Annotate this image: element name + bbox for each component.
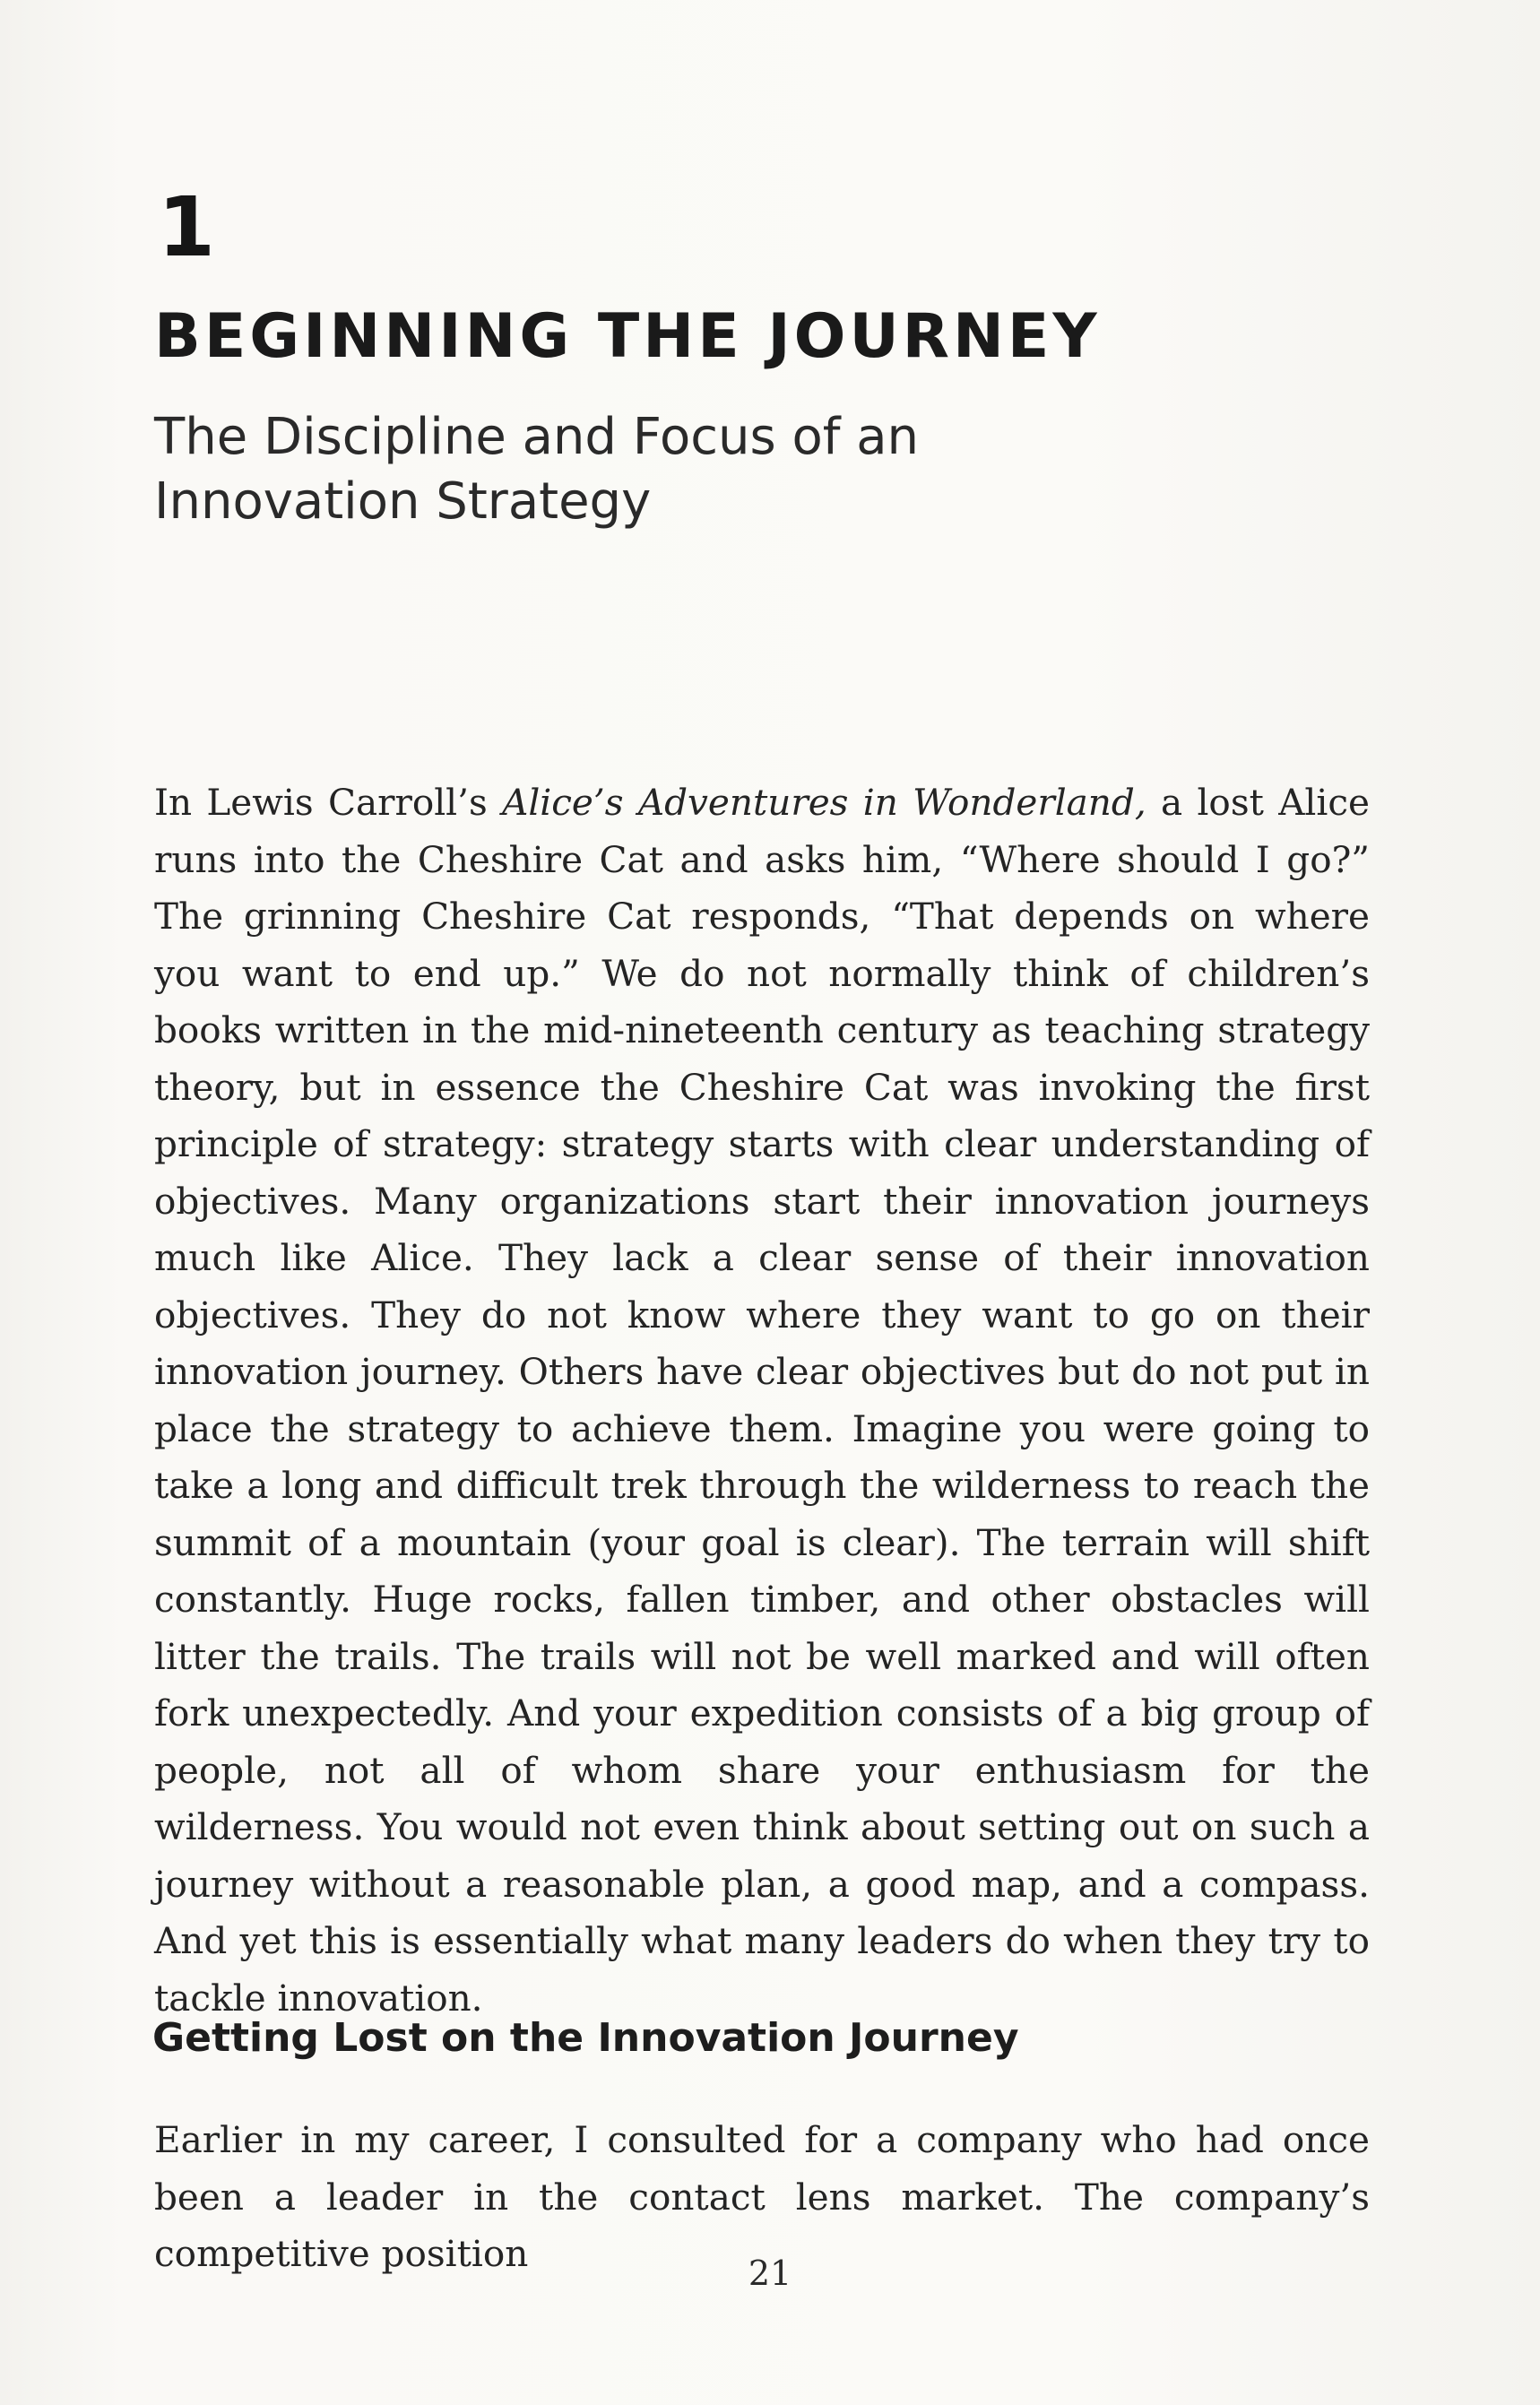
chapter-number: 1: [158, 179, 216, 275]
chapter-title: BEGINNING THE JOURNEY: [154, 301, 1101, 372]
chapter-subtitle: The Discipline and Focus of an Innovation Strategy: [154, 408, 920, 531]
body-paragraph: Earlier in my career, I consulted for a company who had once been a leader in the contact lens market. The company’s competitive position: [154, 2118, 1370, 2275]
page-number: 21: [748, 2254, 792, 2293]
paragraph-text: a lost Alice runs into the Cheshire Cat and asks him, “Where should I go?” The grinning Cheshire Cat responds, “That depends on where you want to end up.” We do not normally think of children’s books written in the mid-nineteenth century as teaching strategy theory, but in essence the Cheshire Cat was invoking the first principle of strategy: strategy starts with clear understanding of objectives. Many organizations start their innovation journeys much like Alice. They lack a clear sense of their innovation objectives. They do not know where they want to go on their innovation journey. Others have clear objectives but do not put in place the strategy to achieve them. Imagine you were going to take a long and difficult trek through the wilderness to reach the summit of a mountain (your goal is clear). The terrain will shift constantly. Huge rocks, fallen timber, and other obstacles will litter the trails. The trails will not be well marked and will often fork unexpectedly. And your expedition consists of a big group of people, not all of whom share your enthusiasm for the wilderness. You would not even think about setting out on such a journey without a reasonable plan, a good map, and a compass. And yet this is essentially what many leaders do when they try to tackle innovation.: [154, 781, 1370, 2020]
paragraph-lead: In Lewis Carroll’s: [154, 781, 503, 824]
section-heading: Getting Lost on the Innovation Journey: [152, 2015, 1019, 2061]
book-title: Alice’s Adventures in Wonderland,: [502, 781, 1146, 824]
body-paragraph: [154, 774, 1370, 2027]
